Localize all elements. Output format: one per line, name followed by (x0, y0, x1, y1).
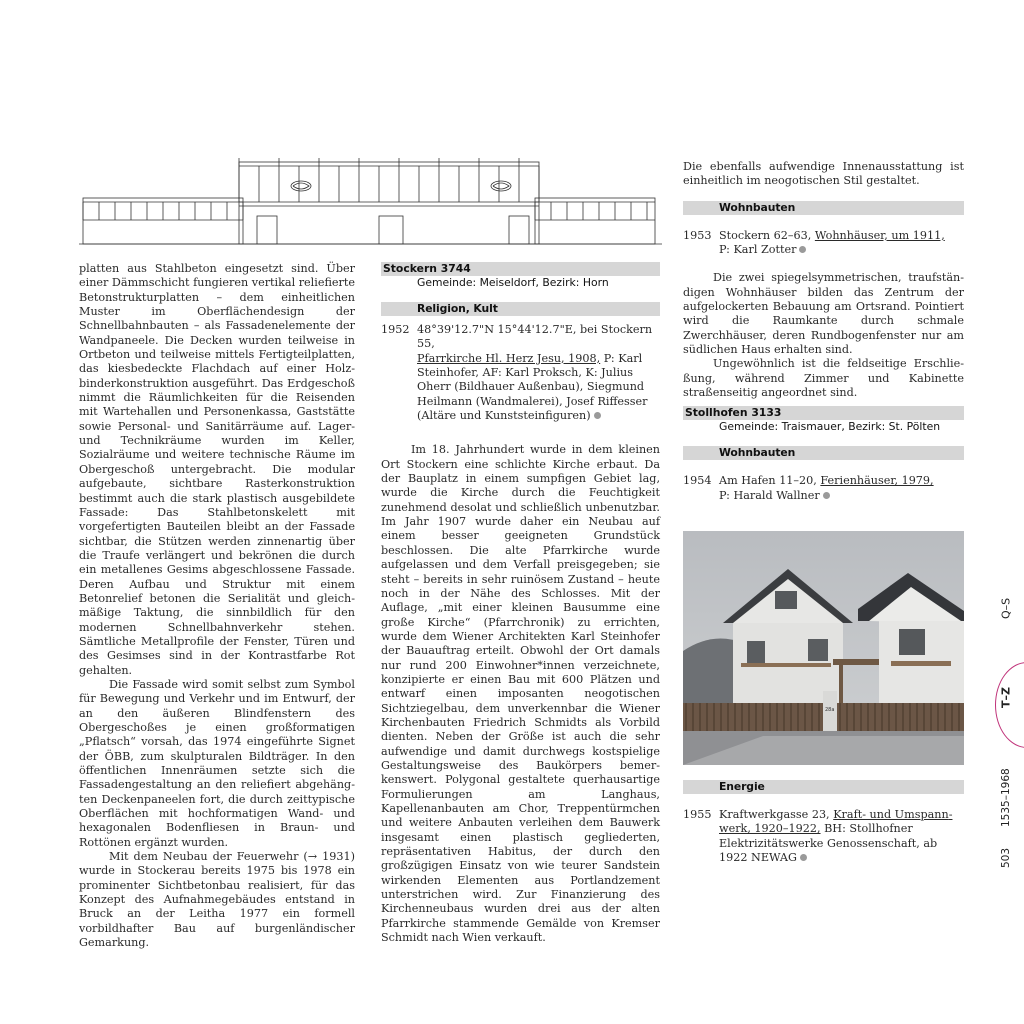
period-range: 1535–1968 (1000, 768, 1012, 827)
catalog-entry-1953 (683, 229, 964, 258)
paragraph: Die zwei spiegelsymmetrischen, traufständigen Wohnhäuser bilden das Zentrum der aufgelockerten Bebauung am Ortsrand. Pointiert wird die Raumkante durch schmale Zwerchhäuser, deren Rundbogenfenster nur am südlichen Haus erhalten sind. (683, 271, 964, 357)
section-heading-wohnbauten: Wohnbauten (683, 201, 964, 215)
holiday-houses-photo (683, 531, 964, 765)
marker-dot-icon (823, 492, 830, 499)
thumb-index (988, 0, 1024, 1024)
body-text-column-right (683, 160, 964, 517)
place-municipality: Gemeinde: Traismauer, Bezirk: St. Pölten (719, 420, 941, 434)
body-text-column-right-lower (683, 768, 964, 879)
station-elevation-drawing (79, 158, 662, 246)
section-heading-religion: Religion, Kult (381, 302, 660, 316)
entry-title: Wohnhäuser, um 1911, (814, 228, 945, 242)
place-name: Stollhofen 3133 (683, 406, 964, 420)
place-heading-stockern (381, 262, 660, 290)
thumb-tab-t-z[interactable]: T–Z (999, 687, 1013, 709)
page-folio (996, 768, 1016, 868)
entry-number: 1953 (683, 228, 712, 242)
entry-location: Stockern 62–63, (719, 228, 815, 242)
entry-location: Kraftwerkgasse 23, (719, 808, 834, 821)
catalog-entry-1955 (683, 808, 964, 865)
paragraph: Die ebenfalls aufwendige Innenausstattung ist einheitlich im neogotischen Stil gestaltet. (683, 160, 964, 188)
entry-title: Kraft- und Umspannwerk, 1920–1922, (719, 808, 953, 836)
paragraph: platten aus Stahlbeton eingesetzt sind. Über einer Dämmschicht fungieren vertikal reliefierte Betonstrukturplatten – dem einheitlichen Muster im Oberflächendesign der Schnellbahnbauten – als Fassadenelemente der Wandpaneele. Die Decken wurden teilweise in Ortbeton und teilweise mittels Fertigteilplatten, das kiesbedeckte Flachdach auf einer Holzbinderkonstruktion ausgeführt. Das Erdgeschoß nimmt die Räumlichkeiten für die Reisenden mit Wartehallen und Personenkassa, Gaststätte sowie Personal- und Sanitärräume auf. Lager- und Technikräume wurden im Keller, Sozialräume und weitere technische Räume im Obergeschoß untergebracht. Die modular aufgebaute, sichtbare Rasterkonstruktion bestimmt auch die stark plastisch ausgebildete Fassade: Das Stahlbetonskelett mit vorgefertigten Bauteilen bleibt an der Fassade sichtbar, die Stützen werden zinnenartig über die Traufe verlängert und bekrönen die durch ein metallenes Gesims abgeschlossene Fassade. Deren Aufbau und Struktur mit einem Betonrelief betonen die Serialität und gleichmäßige Taktung, die sinnbildlich für den modernen Schnellbahnverkehr stehen. Sämtliche Metallprofile der Fenster, Türen und des Gesimses sind in der Kontrastfarbe Rot gehalten. (79, 262, 355, 677)
place-name: Stockern 3744 (381, 262, 660, 276)
paragraph: Im 18. Jahrhundert wurde in dem kleinen Ort Stockern eine schlichte Kirche erbaut. Da der Bauplatz in einem sumpfigen Gebiet lag, wurde die Kirche durch die Feuchtigkeit zunehmend desolat und schließlich unbenutzbar. Im Jahr 1907 wurde daher ein Neubau auf einem besser geeigneten Grundstück beschlossen. Die alte Pfarrkirche wurde aufgelassen und dem Verfall preisgegeben; sie steht – bereits in sehr ruinösem Zustand – heute noch in der Nähe des Schlosses. Mit der Auflage, „mit einer kleinen Bausumme eine große Kirche“ (Pfarrchronik) zu errichten, wurde dem Wiener Architekten Karl Steinhofer der Bauauftrag erteilt. Obwohl der Ort damals nur rund 200 Einwohner*innen verzeichnete, konzipierte er einen Bau mit 600 Plätzen und entwarf einen imposanten neogotischen Sichtziegelbau, dem unverkennbar die Wiener Kirchenbauten Friedrich Schmidts als Vorbild dienten. Neben der Größe ist auch die sehr aufwendige und damit durchwegs kostspielige Gestaltungsweise des Baukörpers bemerkenswert. Polygonal gestaltete querhausartige Formulierungen am Langhaus, Kapellenanbauten am Chor, Treppentürmchen und weitere Anbauten verleihen dem Bauwerk insgesamt einen plastisch gegliederten, repräsentativen Habitus, der durch den großzügigen Einsatz von wie teurer Sandstein wirkenden Elementen aus Portlandzement unterstrichen wird. Zur Finanzierung des Kirchenneubaus wurden drei aus der alten Pfarrkirche stammende Gemälde von Kremser Schmidt nach Wien verkauft. (381, 443, 660, 945)
entry-credits: BH: Stollhofner Elektrizitätswerke Genossenschaft, ab 1922 NEWAG (719, 822, 938, 865)
entry-credits: P: Karl Zotter (719, 243, 797, 257)
thumb-tab-q-s[interactable]: Q–S (999, 597, 1013, 619)
paragraph: Die Fassade wird somit selbst zum Symbol für Bewegung und Verkehr und im Entwurf, der an den äußeren Blindfenstern des Obergeschoßes je einen großformatigen „Pflatsch“ vorsah, das 1974 eingeführte Signet der ÖBB, zum skulpturalen Bildträger. In den öffentlichen Innenräumen setzte sich die Fassadengestaltung an den reliefiert abgehängten Deckenpaneelen fort, die durch zeittypische Oberflächen mit hochformatigen Wand- und hexagonalen Bodenfliesen in Braun- und Rottönen ergänzt wurden. (79, 677, 355, 849)
paragraph: Mit dem Neubau der Feuerwehr (→ 1931) wurde in Stockerau bereits 1975 bis 1978 ein prominenter Sichtbetonbau realisiert, für das Konzept des Aufnahmegebäudes entstand in Bruck an der Leitha 1977 ein formell vorbildhafter Bau auf burgenländischer Gemarkung. (79, 850, 355, 950)
section-heading-energie: Energie (683, 780, 964, 794)
entry-number: 1954 (683, 474, 712, 488)
body-text-column-left (79, 262, 355, 951)
place-municipality: Gemeinde: Meiseldorf, Bezirk: Horn (417, 276, 609, 289)
marker-dot-icon (800, 854, 807, 861)
marker-dot-icon (799, 246, 806, 253)
entry-location: Am Hafen 11–20, (719, 474, 821, 488)
entry-credits: P: Harald Wallner (719, 488, 820, 502)
entry-credits: P: Karl Steinhofer, AF: Karl Proksch, K: Julius Oherr (Bildhauer Außenbau), Siegmund Heilmann (Wandmalerei), Josef Riffesser (Altäre und Kunststeinfiguren) (417, 351, 648, 423)
section-heading-wohnbauten: Wohnbauten (683, 446, 964, 460)
catalog-entry-1952 (381, 323, 660, 423)
catalog-entry-1954 (683, 474, 964, 503)
entry-title: Pfarrkirche Hl. Herz Jesu, 1908, (417, 351, 601, 365)
entry-number: 1955 (683, 808, 712, 821)
paragraph: Ungewöhnlich ist die feldseitige Erschließung, während Zimmer und Kabinette straßenseitig angeordnet sind. (683, 357, 964, 400)
page-number: 503 (1000, 847, 1012, 868)
place-heading-stollhofen (683, 406, 964, 434)
entry-number: 1952 (381, 323, 410, 336)
entry-location: 48°39'12.7"N 15°44'12.7"E, bei Stockern 55, (417, 323, 653, 351)
body-text-column-middle (381, 262, 660, 945)
house-number-sign: 28a (825, 707, 835, 713)
entry-title: Ferienhäuser, 1979, (820, 474, 934, 488)
marker-dot-icon (594, 412, 601, 419)
